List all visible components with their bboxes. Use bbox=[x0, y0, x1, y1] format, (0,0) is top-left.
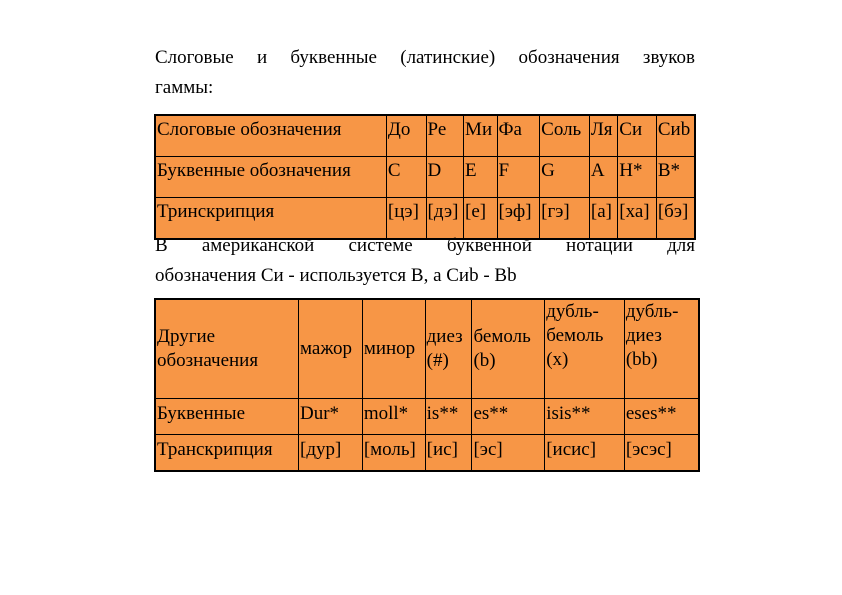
table-cell: Ми bbox=[464, 115, 497, 157]
table-cell: Транскрипция bbox=[155, 435, 299, 472]
header-cell: минор bbox=[362, 299, 425, 399]
note-line-1: В американской системе буквенной нотации для bbox=[155, 235, 695, 256]
header-cell: Другие обозначения bbox=[155, 299, 299, 399]
table-cell: isis** bbox=[545, 399, 625, 435]
table-cell: Соль bbox=[540, 115, 590, 157]
table-cell: Буквенные обозначения bbox=[155, 157, 386, 198]
header-cell: диез (#) bbox=[425, 299, 472, 399]
heading-line-2: гаммы: bbox=[155, 77, 214, 98]
heading-line-1: Слоговые и буквенные (латинские) обозначения звуков bbox=[155, 47, 695, 68]
table-cell: G bbox=[540, 157, 590, 198]
table-cell: Dur* bbox=[299, 399, 363, 435]
table-cell: moll* bbox=[362, 399, 425, 435]
table-cell: A bbox=[589, 157, 617, 198]
header-cell: дубль- диез (bb) bbox=[624, 299, 699, 399]
table-cell: Ля bbox=[589, 115, 617, 157]
table-cell: C bbox=[386, 157, 426, 198]
table-cell: До bbox=[386, 115, 426, 157]
table-cell: es** bbox=[472, 399, 545, 435]
table-cell: eses** bbox=[624, 399, 699, 435]
syllable-letter-table bbox=[154, 114, 696, 240]
table-cell: [гэ] bbox=[540, 198, 590, 240]
table-cell: is** bbox=[425, 399, 472, 435]
table-cell: Фа bbox=[497, 115, 540, 157]
table-cell: Си bbox=[618, 115, 657, 157]
table-row bbox=[155, 435, 699, 472]
table-cell: [дур] bbox=[299, 435, 363, 472]
table-cell: [эсэс] bbox=[624, 435, 699, 472]
table-row bbox=[155, 157, 695, 198]
header-cell: мажор bbox=[299, 299, 363, 399]
header-cell: дубль- бемоль (x) bbox=[545, 299, 625, 399]
table-cell: [бэ] bbox=[656, 198, 695, 240]
table-header-row bbox=[155, 299, 699, 399]
table-cell: F bbox=[497, 157, 540, 198]
table-cell: Буквенные bbox=[155, 399, 299, 435]
table-cell: Сиb bbox=[656, 115, 695, 157]
table-cell: [е] bbox=[464, 198, 497, 240]
table-cell: [исис] bbox=[545, 435, 625, 472]
note-line-2: обозначения Си - используется B, а Сиb - Bb bbox=[155, 265, 517, 286]
table-cell: D bbox=[426, 157, 464, 198]
other-designations-table bbox=[154, 298, 700, 472]
table-cell: [эф] bbox=[497, 198, 540, 240]
table-cell: [эс] bbox=[472, 435, 545, 472]
table-cell: H* bbox=[618, 157, 657, 198]
header-cell: бемоль (b) bbox=[472, 299, 545, 399]
table-cell: Слоговые обозначения bbox=[155, 115, 386, 157]
table-cell: Ре bbox=[426, 115, 464, 157]
table-cell: Тринскрипция bbox=[155, 198, 386, 240]
table-cell: E bbox=[464, 157, 497, 198]
table-cell: [моль] bbox=[362, 435, 425, 472]
american-notation-note bbox=[155, 231, 695, 291]
table-cell: [ха] bbox=[618, 198, 657, 240]
table-cell: [дэ] bbox=[426, 198, 464, 240]
table-row bbox=[155, 399, 699, 435]
table-cell: B* bbox=[656, 157, 695, 198]
table-cell: [ис] bbox=[425, 435, 472, 472]
table-row bbox=[155, 115, 695, 157]
heading-paragraph bbox=[155, 43, 695, 103]
table-cell: [цэ] bbox=[386, 198, 426, 240]
table-cell: [а] bbox=[589, 198, 617, 240]
